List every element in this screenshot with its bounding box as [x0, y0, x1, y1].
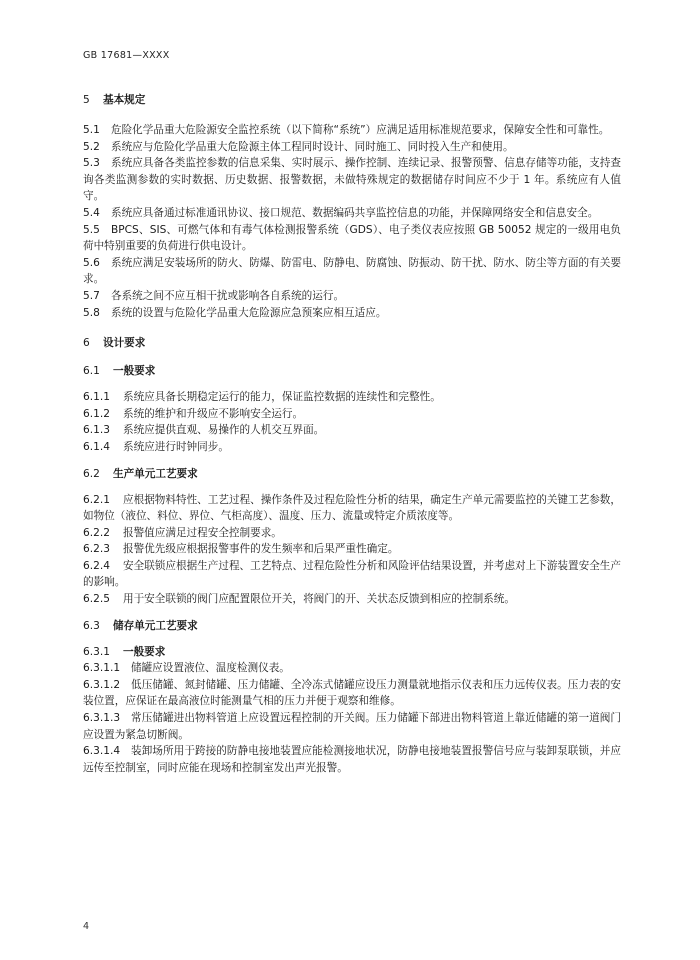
clause-6-3-1-2: [83, 677, 621, 710]
clause-text: 安全联锁应根据生产过程、工艺特点、过程危险性分析和风险评估结果设置，并考虑对上下游装置安全生产的影响。: [83, 559, 621, 589]
clause-text: 常压储罐进出物料管道上应设置远程控制的开关阀。压力储罐下部进出物料管道上靠近储罐的第一道阀门应设置为紧急切断阀。: [83, 712, 621, 741]
clause-text: 装卸场所用于跨接的防静电接地装置应能检测接地状况，防静电接地装置报警信号应与装卸泵联锁，并应远传至控制室，同时应能在现场和控制室发出声光报警。: [83, 745, 621, 774]
section-heading-6: [83, 333, 621, 353]
clause-number: 6.2.3: [83, 543, 110, 556]
clause-6-2-2: [83, 525, 621, 542]
clause-number: 6.3.1.2: [83, 678, 121, 691]
clause-6-2-3: [83, 541, 621, 558]
subsubsection-heading-6-3-1: [83, 644, 621, 661]
clause-number: 6.3.1.4: [83, 745, 121, 758]
subsection-title: 一般要求: [113, 365, 156, 378]
clause-5-5: [83, 222, 621, 255]
clause-6-3-1-3: [83, 710, 621, 743]
page-number: 4: [83, 921, 90, 932]
clause-6-1-4: [83, 439, 621, 456]
clause-text: 系统应与危险化学品重大危险源主体工程同时设计、同时施工、同时投入生产和使用。: [111, 140, 514, 153]
clause-number: 5.5: [83, 223, 100, 236]
subsection-title: 生产单元工艺要求: [113, 467, 198, 480]
clause-5-8: [83, 305, 621, 322]
clause-text: 系统的维护和升级应不影响安全运行。: [123, 407, 304, 420]
standard-code-header: GB 17681—XXXX: [83, 50, 170, 61]
clause-number: 5.2: [83, 140, 100, 153]
clause-number: 6.1.2: [83, 407, 110, 420]
clause-5-1: [83, 122, 621, 139]
clause-6-1-3: [83, 422, 621, 439]
clause-number: 5.6: [83, 256, 100, 269]
clause-number: 6.2.5: [83, 593, 110, 606]
section-heading-5: [83, 90, 621, 110]
clause-text: 系统应具备通过标准通讯协议、接口规范、数据编码共享监控信息的功能，并保障网络安全和信息安全。: [111, 206, 599, 219]
clause-5-7: [83, 288, 621, 305]
clause-text: 危险化学品重大危险源安全监控系统（以下简称“系统”）应满足适用标准规范要求，保障安全性和可靠性。: [111, 124, 610, 136]
section-title: 基本规定: [103, 94, 146, 106]
clause-number: 6.1.1: [83, 391, 110, 404]
clause-text: 系统的设置与危险化学品重大危险源应急预案应相互适应。: [111, 306, 387, 319]
clause-text: BPCS、SIS、可燃气体和有毒气体检测报警系统（GDS）、电子类仪表应按照 GB 50052 规定的一级用电负荷中特别重要的负荷进行供电设计。: [83, 223, 621, 253]
page-body: [83, 90, 621, 776]
clause-text: 系统应进行时钟同步。: [123, 440, 229, 453]
clause-text: 系统应提供直观、易操作的人机交互界面。: [123, 424, 325, 437]
clause-number: 5.1: [83, 124, 100, 136]
clause-number: 6.2.2: [83, 526, 110, 539]
clause-text: 系统应具备长期稳定运行的能力，保证监控数据的连续性和完整性。: [123, 391, 441, 404]
clause-text: 系统应具备各类监控参数的信息采集、实时展示、操作控制、连续记录、报警预警、信息存储等功能，支持查询各类监测参数的实时数据、历史数据、报警数据，未做特殊规定的数据储存时间应不少于 1 年。系统应有人值守。: [83, 157, 621, 203]
clause-text: 应根据物料特性、工艺过程、操作条件及过程危险性分析的结果，确定生产单元需要监控的关键工艺参数，如物位（液位、料位、界位、气柜高度）、温度、压力、流量或特定介质浓度等。: [83, 493, 621, 523]
clause-5-3: [83, 155, 621, 205]
subsubsection-number: 6.3.1: [83, 645, 110, 658]
subsection-heading-6-2: [83, 464, 621, 484]
clause-number: 6.2.4: [83, 559, 110, 572]
subsection-title: 储存单元工艺要求: [113, 619, 198, 632]
clause-6-1-1: [83, 389, 621, 406]
clause-number: 5.4: [83, 206, 100, 219]
clause-text: 低压储罐、氮封储罐、压力储罐、全冷冻式储罐应设压力测量就地指示仪表和压力远传仪表。压力表的安装位置，应保证在最高液位时能测量气相的压力并便于观察和维修。: [83, 678, 621, 708]
clause-6-2-1: [83, 492, 621, 525]
clause-5-4: [83, 205, 621, 222]
clause-number: 5.3: [83, 157, 100, 170]
clause-number: 5.8: [83, 306, 100, 319]
clause-text: 储罐应设置液位、温度检测仪表。: [131, 662, 290, 675]
clause-number: 5.7: [83, 289, 100, 302]
clause-6-3-1-4: [83, 743, 621, 776]
subsection-number: 6.1: [83, 365, 100, 378]
clause-number: 6.1.3: [83, 424, 110, 437]
clause-6-2-4: [83, 558, 621, 591]
subsection-number: 6.3: [83, 619, 100, 632]
clause-number: 6.3.1.3: [83, 712, 121, 725]
clause-text: 各系统之间不应互相干扰或影响各自系统的运行。: [111, 289, 345, 302]
clause-text: 用于安全联锁的阀门应配置限位开关，将阀门的开、关状态反馈到相应的控制系统。: [123, 593, 515, 606]
section-title: 设计要求: [103, 337, 146, 350]
subsection-heading-6-1: [83, 361, 621, 381]
clause-number: 6.3.1.1: [83, 662, 121, 675]
section-number: 5: [83, 94, 90, 106]
section-number: 6: [83, 337, 90, 350]
clause-6-1-2: [83, 406, 621, 423]
clause-6-2-5: [83, 591, 621, 608]
subsection-heading-6-3: [83, 616, 621, 636]
clause-6-3-1-1: [83, 660, 621, 677]
clause-5-6: [83, 255, 621, 288]
subsection-number: 6.2: [83, 467, 100, 480]
clause-text: 系统应满足安装场所的防火、防爆、防雷电、防静电、防腐蚀、防振动、防干扰、防水、防尘等方面的有关要求。: [83, 256, 621, 286]
subsubsection-title: 一般要求: [123, 645, 166, 658]
clause-text: 报警优先级应根据报警事件的发生频率和后果严重性确定。: [123, 543, 399, 556]
clause-number: 6.2.1: [83, 493, 110, 506]
section-5-items: [83, 122, 621, 321]
clause-text: 报警值应满足过程安全控制要求。: [123, 526, 282, 539]
clause-5-2: [83, 139, 621, 156]
clause-number: 6.1.4: [83, 440, 110, 453]
